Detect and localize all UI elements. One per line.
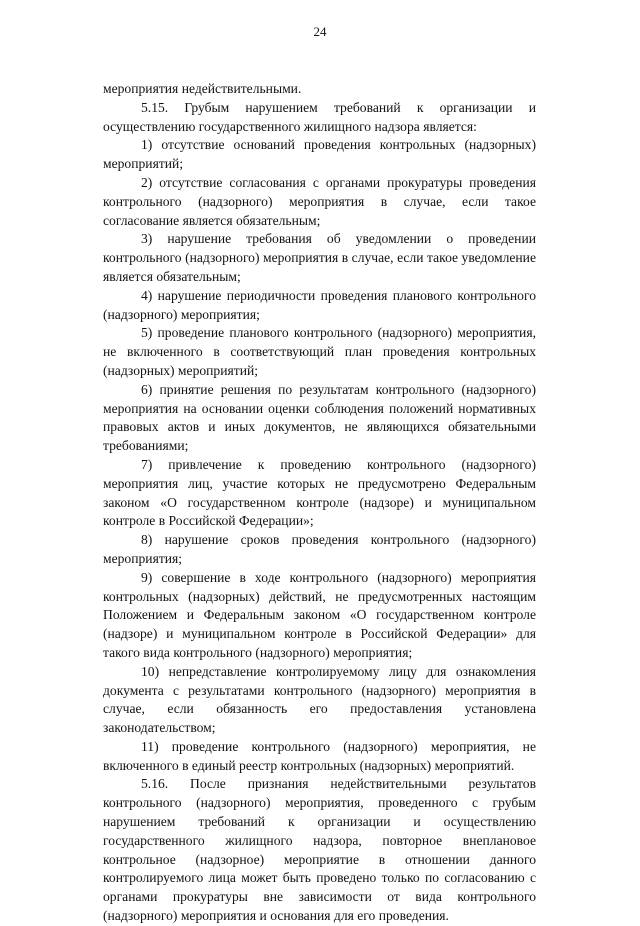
list-item-3: 3) нарушение требования об уведомлении о проведении контрольного (надзорного) мероприятия в случае, если такое уведомление является обязательным; <box>103 231 536 284</box>
paragraph-5-15: 5.15. Грубым нарушением требований к организации и осуществлению государственного жилищного надзора является: <box>103 99 536 134</box>
list-item-2: 2) отсутствие согласования с органами прокуратуры проведения контрольного (надзорного) мероприятия в случае, если такое согласование является обязательным; <box>103 174 536 228</box>
list-item-7: 7) привлечение к проведению контрольного (надзорного) мероприятия лиц, участие которых не предусмотрено Федеральным законом «О государственном контроле (надзоре) и муниципальном контроле в Российской Федерации»; <box>103 456 536 529</box>
list-item-8: 8) нарушение сроков проведения контрольного (надзорного) мероприятия; <box>103 532 536 566</box>
list-item-10: 10) непредставление контролируемому лицу для ознакомления документа с результатами контрольного (надзорного) мероприятия в случае, если обязанность его предоставления установлена законодательством; <box>103 663 536 736</box>
document-body <box>103 80 536 926</box>
list-item-6: 6) принятие решения по результатам контрольного (надзорного) мероприятия на основании оценки соблюдения положений нормативных правовых актов и иных документов, не являющихся обязательными требованиями; <box>103 381 536 454</box>
list-item-11: 11) проведение контрольного (надзорного) мероприятия, не включенного в единый реестр контрольных (надзорных) мероприятий. <box>103 738 536 773</box>
list-item-1: 1) отсутствие оснований проведения контрольных (надзорных) мероприятий; <box>103 137 536 172</box>
page-number: 24 <box>313 24 327 39</box>
paragraph-continuation: мероприятия недействительными. <box>103 81 302 96</box>
list-item-9: 9) совершение в ходе контрольного (надзорного) мероприятия контрольных (надзорных) действий, не предусмотренных настоящим Положением и Федеральным законом «О государственном контроле (надзоре) и муниципальном контроле в Российской Федерации» для такого вида контрольного (надзорного) мероприятия; <box>103 569 536 660</box>
paragraph-5-16: 5.16. После признания недействительными результатов контрольного (надзорного) мероприятия, проведенного с грубым нарушением требований к организации и осуществлению государственного жилищного надзора, повторное внеплановое контрольное (надзорное) мероприятие в отношении данного контролируемого лица может быть проведено только по согласованию с органами прокуратуры вне зависимости от вида контрольного (надзорного) мероприятия и основания для его проведения. <box>103 776 536 924</box>
list-item-5: 5) проведение планового контрольного (надзорного) мероприятия, не включенного в соответствующий план проведения контрольных (надзорных) мероприятий; <box>103 325 536 378</box>
list-item-4: 4) нарушение периодичности проведения планового контрольного (надзорного) мероприятия; <box>103 287 536 322</box>
